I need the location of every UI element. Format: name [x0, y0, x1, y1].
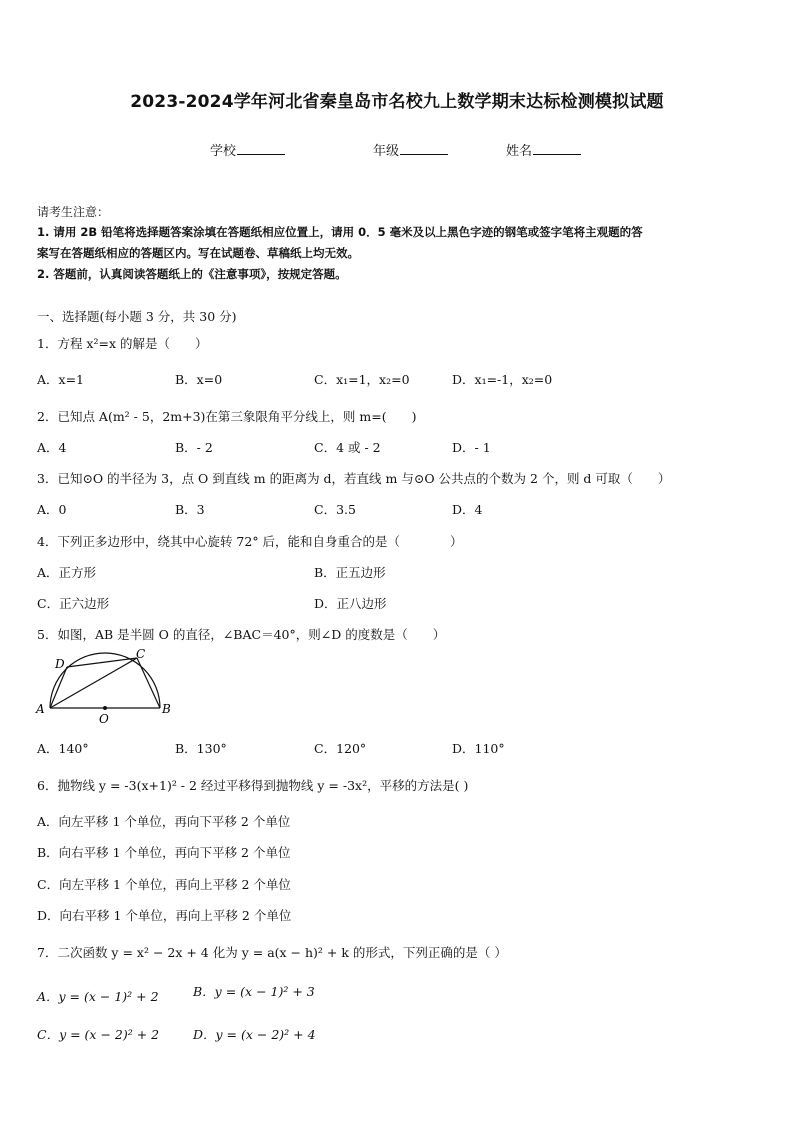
chord-dc — [67, 658, 137, 667]
semicircle-figure — [34, 648, 184, 726]
question-7-stem: 7．二次函数 y = x² − 2x + 4 化为 y = a(x − h)² + k 的形式，下列正确的是（ ） — [37, 945, 507, 960]
q2-option-c: C．4 或 - 2 — [314, 440, 381, 455]
q6-option-d: D．向右平移 1 个单位，再向上平移 2 个单位 — [37, 908, 292, 923]
label-c: C — [136, 648, 146, 661]
notice-item1-line2: 案写在答题纸相应的答题区内。写在试题卷、草稿纸上均无效。 — [37, 246, 359, 260]
label-a: A — [36, 702, 45, 716]
school-label: 学校 — [210, 144, 237, 159]
student-info-row — [0, 140, 794, 160]
q5-option-a: A．140° — [37, 741, 89, 756]
q7-option-a: A．y = (x − 1)² + 2 — [37, 989, 159, 1004]
q1-option-c: C．x₁=1，x₂=0 — [314, 372, 410, 387]
q5-option-c: C．120° — [314, 741, 367, 756]
q5-option-b: B．130° — [175, 741, 227, 756]
question-5-stem: 5．如图，AB 是半圆 O 的直径，∠BAC＝40°，则∠D 的度数是（ ） — [37, 627, 446, 642]
name-field — [506, 140, 581, 159]
q6-option-a: A．向左平移 1 个单位，再向下平移 2 个单位 — [37, 814, 291, 829]
question-1-stem: 1．方程 x²=x 的解是（ ） — [37, 336, 208, 351]
q3-option-a: A．0 — [37, 502, 67, 517]
center-point — [103, 706, 107, 710]
notice-heading: 请考生注意： — [37, 205, 110, 219]
chord-ad — [50, 667, 67, 708]
grade-label: 年级 — [373, 144, 400, 159]
page-title: 2023-2024学年河北省秦皇岛市名校九上数学期末达标检测模拟试题 — [130, 92, 664, 112]
q7-option-d: D．y = (x − 2)² + 4 — [193, 1027, 316, 1042]
q2-option-b: B．- 2 — [175, 440, 213, 455]
q4-option-a: A．正方形 — [37, 565, 97, 580]
section-heading: 一、选择题(每小题 3 分，共 30 分) — [37, 309, 237, 324]
q6-option-b: B．向右平移 1 个单位，再向下平移 2 个单位 — [37, 845, 291, 860]
q6-option-c: C．向左平移 1 个单位，再向上平移 2 个单位 — [37, 877, 291, 892]
q1-option-d: D．x₁=-1，x₂=0 — [452, 372, 553, 387]
q7-option-b: B．y = (x − 1)² + 3 — [193, 984, 315, 999]
q2-option-d: D．- 1 — [452, 440, 491, 455]
notice-item1-line1: 1. 请用 2B 铅笔将选择题答案涂填在答题纸相应位置上，请用 0．5 毫米及以上黑色字迹的钢笔或签字笔将主观题的答 — [37, 225, 643, 239]
chord-cb — [137, 658, 160, 708]
notice-item2: 2. 答题前，认真阅读答题纸上的《注意事项》，按规定答题。 — [37, 267, 347, 281]
question-2-stem: 2．已知点 A(m² - 5，2m+3)在第三象限角平分线上，则 m=( ) — [37, 409, 417, 424]
label-b: B — [162, 702, 171, 716]
label-d: D — [55, 657, 65, 671]
school-field — [210, 140, 285, 159]
label-o: O — [99, 712, 109, 726]
q5-option-d: D．110° — [452, 741, 505, 756]
name-label: 姓名 — [506, 144, 533, 159]
grade-blank — [400, 141, 448, 155]
q7-option-c: C．y = (x − 2)² + 2 — [37, 1027, 160, 1042]
grade-field — [373, 140, 448, 159]
q1-option-a: A．x=1 — [37, 372, 85, 387]
name-blank — [533, 141, 581, 155]
q4-option-d: D．正八边形 — [314, 596, 387, 611]
q2-option-a: A．4 — [37, 440, 67, 455]
q3-option-b: B．3 — [175, 502, 205, 517]
q3-option-c: C．3.5 — [314, 502, 356, 517]
semicircle-arc — [50, 653, 160, 708]
question-6-stem: 6．抛物线 y = -3(x+1)² - 2 经过平移得到抛物线 y = -3x²，平移的方法是( ) — [37, 778, 469, 793]
q4-option-c: C．正六边形 — [37, 596, 110, 611]
q3-option-d: D．4 — [452, 502, 483, 517]
q1-option-b: B．x=0 — [175, 372, 223, 387]
question-4-stem: 4．下列正多边形中，绕其中心旋转 72° 后，能和自身重合的是（ ） — [37, 534, 463, 549]
q4-option-b: B．正五边形 — [314, 565, 386, 580]
question-3-stem: 3．已知⊙O 的半径为 3，点 O 到直线 m 的距离为 d，若直线 m 与⊙O 公共点的个数为 2 个，则 d 可取（ ） — [37, 471, 671, 486]
school-blank — [237, 141, 285, 155]
